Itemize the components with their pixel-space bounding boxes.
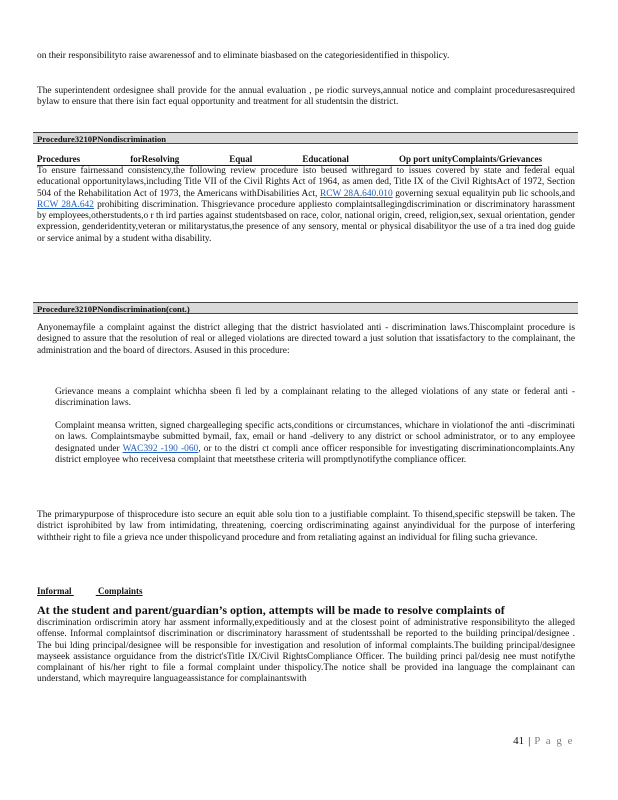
paragraph-superintendent-text: The superintendent ordesignee shall provide for the annual evaluation , pe riodic surveys,annual notice and complaint proceduresasrequired bylaw to ensure that there isin fact equal opportunity and treatment for all studentsin the district. [37, 86, 575, 108]
page-number: 41 [513, 735, 525, 747]
procedures-heading-part1: Procedures [37, 154, 81, 164]
paragraph-superintendent [37, 86, 575, 109]
informal-lead-line: At the student and parent/guardian’s option, attempts will be made to resolve complaints of [37, 603, 505, 617]
ensure-text-3: prohibiting discrimination. Thisgrievance procedure appliesto complaintsallegingdiscrimination or discriminatory harassment by employees,otherstudents,o r th ird parties against studentsbased on race, color, national origin, creed, religion,sex, sexual orientation, gender expression, genderidentity,veteran or militarystatus,the presence of any sensory, mental or physical disabilityor the use of a tra ined dog guide or service animal by a student witha disability. [37, 199, 576, 244]
paragraph-anyone-text: Anyonemayfile a complaint against the district alleging that the district hasviolated anti - discrimination laws.Thiscomplaint procedure is designed to assure that the resolution of real or alleged violations are directed toward a just solution that issatisfactory to the complainant, the administration and the board of directors. Asused in this procedure: [37, 323, 575, 356]
section-banner-procedure: Procedure3210PNondiscrimination [33, 132, 578, 144]
informal-heading-part2: Complaints [98, 586, 143, 596]
procedures-heading-part5: Op port unityComplaints/Grievances [398, 154, 542, 164]
page-footer [513, 735, 574, 747]
page-label: P a g e [534, 735, 574, 747]
footer-separator: | [528, 735, 531, 747]
paragraph-top [37, 51, 575, 62]
procedures-heading [37, 154, 542, 166]
list-item-complaint [37, 421, 575, 466]
ensure-text-1: To ensure fairnessand consistency,the following review procedure isto beused withregard to issues covered by state and federal equal educational opportunitylaws,including Title VII of the Civil Rights Act of 1964, as amen ded, Title IX of the Civil RightsAct of 1972, Section 504 of the Rehabilitation Act of 1973, the Americans withDisabilities Act, [37, 166, 575, 199]
paragraph-primary-text: The primarypurpose of thisprocedure isto secure an equit able solu tion to a justifiable complaint. To thisend,specific stepswill be taken. The district isprohibited by law from intimidating, threatening, coercing ordiscriminating against anyindividual for the purpose of interfering withtheir right to file a grieva nce under thispolicyand procedure and from retaliating against an individual for filing sucha grievance. [37, 510, 575, 543]
procedures-heading-part3: Equal [229, 154, 253, 164]
link-wac-392-190-060[interactable]: WAC392 -190 -060 [122, 443, 199, 454]
informal-complaints-heading [37, 586, 143, 597]
list-item-grievance [37, 387, 575, 410]
link-rcw-28a-642[interactable]: RCW 28A.642 [37, 199, 94, 210]
ensure-text-2: governing sexual equalityin pub lic schools,and [392, 188, 575, 199]
complaint-text-2: , or to the distri ct compli ance officer responsible for investigating discriminationcomplaints.Any district employee who receivesa complaint that meetsthese criteria will promptlynotifythe compliance officer. [55, 443, 575, 465]
informal-heading-part1: Informal [37, 586, 72, 596]
link-rcw-28a-640-010[interactable]: RCW 28A.640.010 [319, 188, 393, 199]
paragraph-informal [37, 618, 575, 686]
paragraph-primary-purpose [37, 510, 575, 544]
paragraph-ensure [37, 166, 575, 245]
paragraph-ensure-text [37, 166, 575, 245]
procedures-heading-part4: Educational [302, 154, 349, 164]
paragraph-top-text: on their responsibilityto raise awarenessof and to eliminate biasbased on the categoriesidentified in thispolicy. [37, 51, 450, 61]
grievance-definition: Grievance means a complaint whichha sbeen fi led by a complainant relating to the alleged violations of any state or federal anti -discrimination laws. [55, 387, 575, 409]
complaint-text-1: Complaint meansa written, signed chargealleging specific acts,conditions or circumstances, whichare in violationof the anti -discriminati on laws. Complaintsmaybe submitted bymail, fax, email or hand -delivery to any district or school administrator, or to any employee designated under [55, 421, 575, 454]
section-banner-procedure-cont: Procedure3210PNondiscrimination(cont.) [33, 302, 578, 314]
paragraph-anyone [37, 323, 575, 357]
paragraph-informal-text: discrimination ordiscrimin atory har assment informally,expeditiously and at the closest point of administrative responsibilityto the alleged offense. Informal complaintsof discrimination or discriminatory harassment of studentsshall be reported to the building principal/designee . The bui lding principal/designee will be responsible for investigation and resolution of informal complaints.The building principal/designee mayseek assistance orguidance from the district'sTitle IX/Civil RightsCompliance Officer. The building princi pal/desig nee must notifythe complainant of his/her right to file a formal complaint under thispolicy.The notice shall be provided ina language the complainant can understand, which mayrequire languageassistance for complainantswith [37, 618, 575, 685]
procedures-heading-part2: forResolving [130, 154, 180, 164]
complaint-definition [55, 421, 575, 466]
